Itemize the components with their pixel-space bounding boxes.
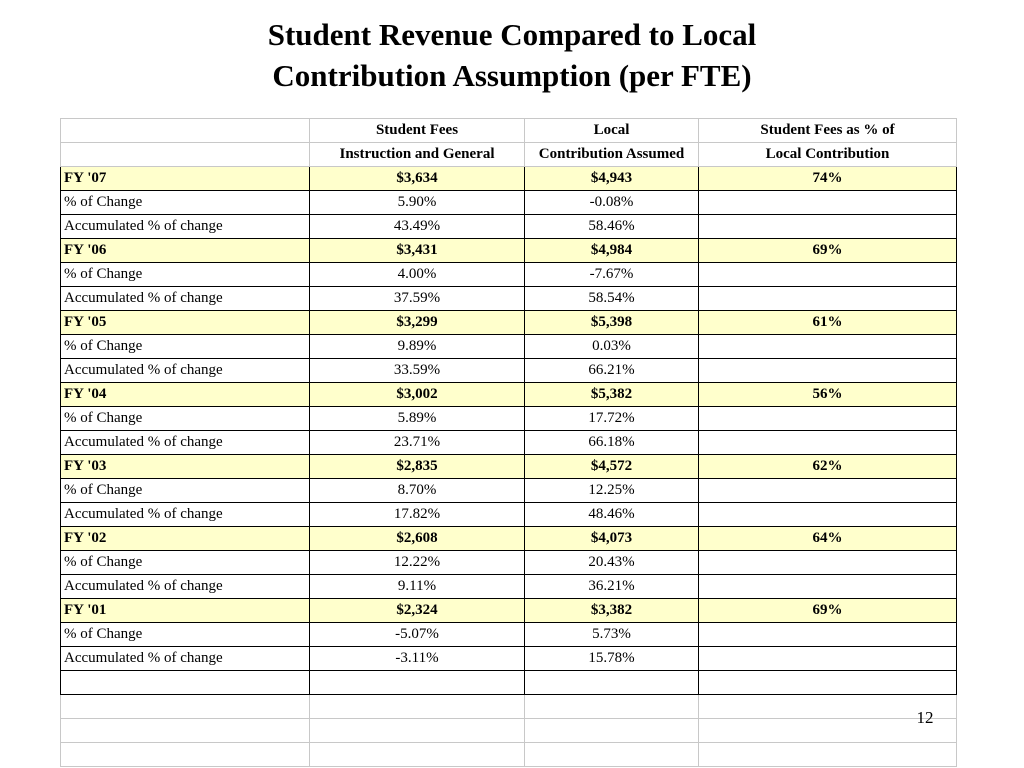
accumulated-change-label: Accumulated % of change bbox=[61, 503, 310, 527]
blank-row bbox=[61, 743, 957, 767]
header-cell: Local bbox=[525, 119, 699, 143]
percent-change-row bbox=[61, 551, 957, 575]
fees-accumulated-value: 37.59% bbox=[310, 287, 525, 311]
local-change-value: 0.03% bbox=[525, 335, 699, 359]
empty-cell bbox=[699, 359, 957, 383]
revenue-table bbox=[60, 118, 957, 767]
empty-cell bbox=[61, 671, 310, 695]
local-change-value: -7.67% bbox=[525, 263, 699, 287]
fiscal-year-row bbox=[61, 599, 957, 623]
student-fees-value: $3,634 bbox=[310, 167, 525, 191]
percent-change-label: % of Change bbox=[61, 623, 310, 647]
accumulated-change-label: Accumulated % of change bbox=[61, 575, 310, 599]
fees-percent-value: 69% bbox=[699, 239, 957, 263]
local-change-value: 17.72% bbox=[525, 407, 699, 431]
header-cell: Student Fees bbox=[310, 119, 525, 143]
empty-cell bbox=[61, 695, 310, 719]
accumulated-change-label: Accumulated % of change bbox=[61, 287, 310, 311]
empty-cell bbox=[699, 671, 957, 695]
percent-change-row bbox=[61, 479, 957, 503]
fees-accumulated-value: 33.59% bbox=[310, 359, 525, 383]
local-contribution-value: $4,572 bbox=[525, 455, 699, 479]
percent-change-label: % of Change bbox=[61, 191, 310, 215]
page-number: 12 bbox=[916, 708, 934, 727]
percent-change-label: % of Change bbox=[61, 551, 310, 575]
header-cell bbox=[61, 119, 310, 143]
local-contribution-value: $5,382 bbox=[525, 383, 699, 407]
fiscal-year-label: FY '04 bbox=[61, 383, 310, 407]
local-accumulated-value: 66.18% bbox=[525, 431, 699, 455]
accumulated-change-row bbox=[61, 575, 957, 599]
accumulated-change-row bbox=[61, 503, 957, 527]
accumulated-change-label: Accumulated % of change bbox=[61, 431, 310, 455]
fees-change-value: 4.00% bbox=[310, 263, 525, 287]
header-row-2 bbox=[61, 143, 957, 167]
percent-change-label: % of Change bbox=[61, 263, 310, 287]
slide-title bbox=[0, 14, 1024, 96]
fees-percent-value: 62% bbox=[699, 455, 957, 479]
title-line-2: Contribution Assumption (per FTE) bbox=[272, 58, 752, 93]
fees-change-value: 5.90% bbox=[310, 191, 525, 215]
local-contribution-value: $3,382 bbox=[525, 599, 699, 623]
local-accumulated-value: 58.46% bbox=[525, 215, 699, 239]
empty-cell bbox=[699, 287, 957, 311]
empty-cell bbox=[699, 191, 957, 215]
blank-row bbox=[61, 695, 957, 719]
fiscal-year-label: FY '02 bbox=[61, 527, 310, 551]
accumulated-change-row bbox=[61, 215, 957, 239]
fiscal-year-label: FY '06 bbox=[61, 239, 310, 263]
empty-cell bbox=[61, 743, 310, 767]
accumulated-change-row bbox=[61, 287, 957, 311]
percent-change-label: % of Change bbox=[61, 335, 310, 359]
local-accumulated-value: 48.46% bbox=[525, 503, 699, 527]
fiscal-year-row bbox=[61, 455, 957, 479]
empty-cell bbox=[525, 671, 699, 695]
empty-cell bbox=[699, 431, 957, 455]
accumulated-change-label: Accumulated % of change bbox=[61, 359, 310, 383]
title-line-1: Student Revenue Compared to Local bbox=[267, 17, 757, 52]
fees-percent-value: 64% bbox=[699, 527, 957, 551]
empty-cell bbox=[699, 575, 957, 599]
empty-cell bbox=[61, 719, 310, 743]
empty-cell bbox=[699, 215, 957, 239]
percent-change-row bbox=[61, 191, 957, 215]
student-fees-value: $3,299 bbox=[310, 311, 525, 335]
header-cell: Student Fees as % of bbox=[699, 119, 957, 143]
empty-cell bbox=[699, 479, 957, 503]
fiscal-year-label: FY '07 bbox=[61, 167, 310, 191]
empty-cell bbox=[699, 503, 957, 527]
blank-row bbox=[61, 719, 957, 743]
local-accumulated-value: 66.21% bbox=[525, 359, 699, 383]
student-fees-value: $2,608 bbox=[310, 527, 525, 551]
empty-cell bbox=[699, 407, 957, 431]
local-change-value: 20.43% bbox=[525, 551, 699, 575]
fees-accumulated-value: 43.49% bbox=[310, 215, 525, 239]
empty-cell bbox=[699, 623, 957, 647]
header-cell: Local Contribution bbox=[699, 143, 957, 167]
fiscal-year-label: FY '01 bbox=[61, 599, 310, 623]
empty-cell bbox=[699, 263, 957, 287]
fiscal-year-row bbox=[61, 383, 957, 407]
empty-cell bbox=[699, 551, 957, 575]
empty-cell bbox=[310, 743, 525, 767]
percent-change-row bbox=[61, 335, 957, 359]
fees-change-value: -5.07% bbox=[310, 623, 525, 647]
empty-cell bbox=[525, 719, 699, 743]
accumulated-change-label: Accumulated % of change bbox=[61, 215, 310, 239]
local-change-value: -0.08% bbox=[525, 191, 699, 215]
header-row-1 bbox=[61, 119, 957, 143]
fees-change-value: 12.22% bbox=[310, 551, 525, 575]
fees-change-value: 8.70% bbox=[310, 479, 525, 503]
empty-cell bbox=[310, 695, 525, 719]
percent-change-row bbox=[61, 407, 957, 431]
header-cell: Contribution Assumed bbox=[525, 143, 699, 167]
fees-percent-value: 56% bbox=[699, 383, 957, 407]
blank-row bbox=[61, 671, 957, 695]
fees-accumulated-value: 9.11% bbox=[310, 575, 525, 599]
fees-accumulated-value: -3.11% bbox=[310, 647, 525, 671]
local-change-value: 5.73% bbox=[525, 623, 699, 647]
percent-change-label: % of Change bbox=[61, 479, 310, 503]
empty-cell bbox=[310, 719, 525, 743]
header-cell: Instruction and General bbox=[310, 143, 525, 167]
fees-change-value: 9.89% bbox=[310, 335, 525, 359]
student-fees-value: $2,835 bbox=[310, 455, 525, 479]
student-fees-value: $3,431 bbox=[310, 239, 525, 263]
fiscal-year-row bbox=[61, 527, 957, 551]
fees-percent-value: 69% bbox=[699, 599, 957, 623]
fees-percent-value: 61% bbox=[699, 311, 957, 335]
accumulated-change-label: Accumulated % of change bbox=[61, 647, 310, 671]
empty-cell bbox=[525, 743, 699, 767]
local-change-value: 12.25% bbox=[525, 479, 699, 503]
local-accumulated-value: 58.54% bbox=[525, 287, 699, 311]
fiscal-year-label: FY '03 bbox=[61, 455, 310, 479]
fiscal-year-row bbox=[61, 239, 957, 263]
empty-cell bbox=[525, 695, 699, 719]
student-fees-value: $2,324 bbox=[310, 599, 525, 623]
empty-cell bbox=[699, 647, 957, 671]
fees-accumulated-value: 23.71% bbox=[310, 431, 525, 455]
empty-cell bbox=[310, 671, 525, 695]
accumulated-change-row bbox=[61, 359, 957, 383]
local-accumulated-value: 15.78% bbox=[525, 647, 699, 671]
local-accumulated-value: 36.21% bbox=[525, 575, 699, 599]
fees-percent-value: 74% bbox=[699, 167, 957, 191]
fiscal-year-label: FY '05 bbox=[61, 311, 310, 335]
fiscal-year-row bbox=[61, 167, 957, 191]
student-fees-value: $3,002 bbox=[310, 383, 525, 407]
local-contribution-value: $4,073 bbox=[525, 527, 699, 551]
header-cell bbox=[61, 143, 310, 167]
local-contribution-value: $4,984 bbox=[525, 239, 699, 263]
empty-cell bbox=[699, 743, 957, 767]
percent-change-row bbox=[61, 263, 957, 287]
fees-accumulated-value: 17.82% bbox=[310, 503, 525, 527]
local-contribution-value: $5,398 bbox=[525, 311, 699, 335]
accumulated-change-row bbox=[61, 431, 957, 455]
accumulated-change-row bbox=[61, 647, 957, 671]
local-contribution-value: $4,943 bbox=[525, 167, 699, 191]
fiscal-year-row bbox=[61, 311, 957, 335]
percent-change-row bbox=[61, 623, 957, 647]
empty-cell bbox=[699, 335, 957, 359]
fees-change-value: 5.89% bbox=[310, 407, 525, 431]
percent-change-label: % of Change bbox=[61, 407, 310, 431]
